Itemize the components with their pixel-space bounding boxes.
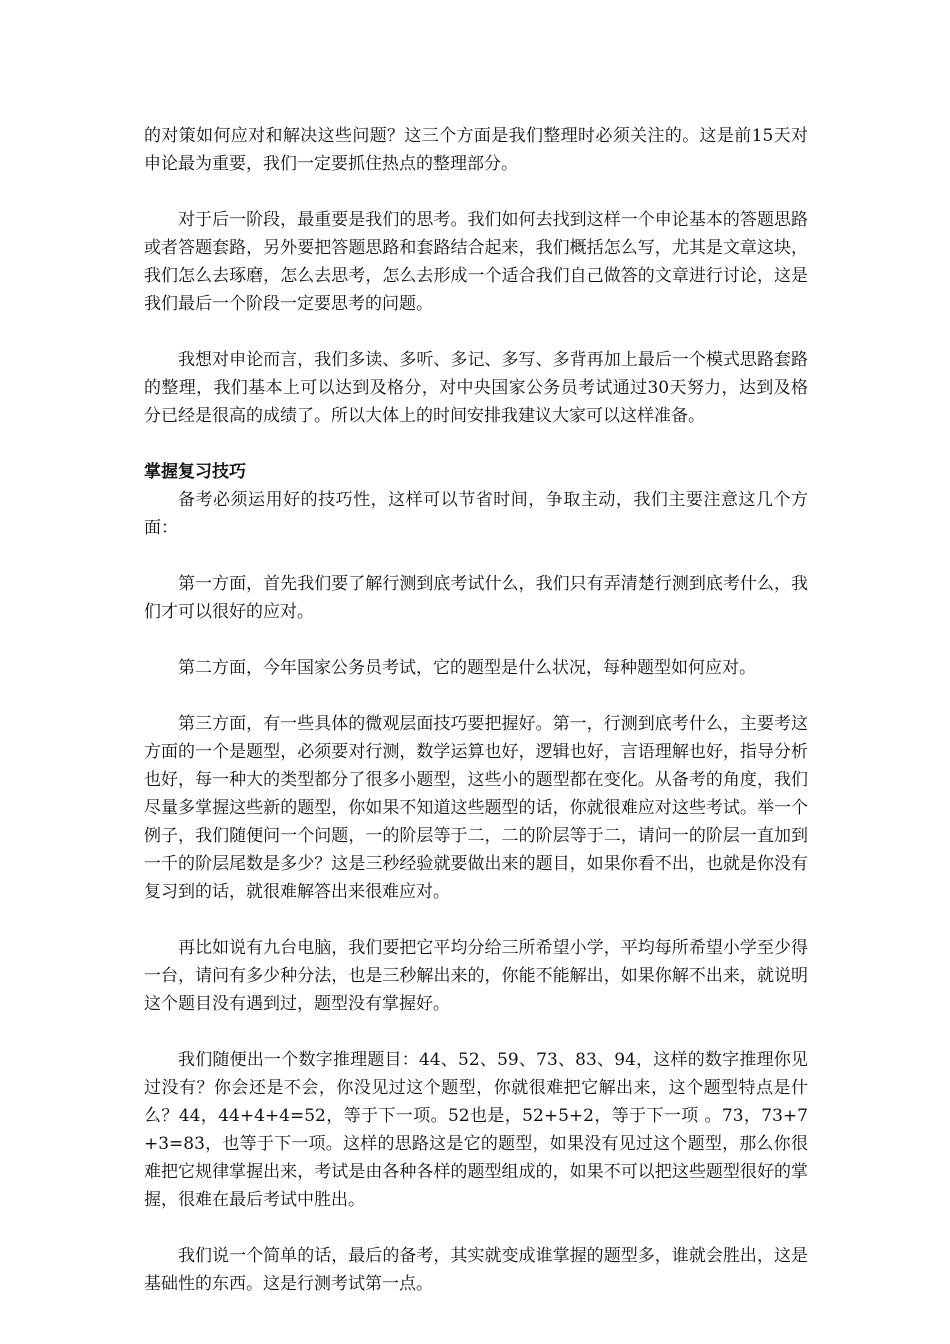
paragraph-number-reasoning: 我们随便出一个数字推理题目：44、52、59、73、83、94，这样的数字推理你见过没有？你会还是不会，你没见过这个题型，你就很难把它解出来，这个题型特点是什么？44，44+4+4=52，等于下一项。52也是，52+5+2，等于下一项 。73，73+7+3=83，也等于下一项。这样的思路这是它的题型，如果没有见过这个题型，那么你很难把它规律掌握出来，考试是由各种各样的题型组成的，如果不可以把这些题型很好的掌握，很难在最后考试中胜出。 (144, 1050, 808, 1210)
section-heading: 掌握复习技巧 (144, 462, 246, 482)
document-body (144, 122, 808, 1298)
paragraph-aspect-one: 第一方面，首先我们要了解行测到底考试什么，我们只有弄清楚行测到底考什么，我们才可以很好的应对。 (144, 574, 808, 622)
paragraph-conclusion: 我们说一个简单的话，最后的备考，其实就变成谁掌握的题型多，谁就会胜出，这是基础性的东西。这是行测考试第一点。 (144, 1246, 808, 1294)
paragraph-intro-techniques: 备考必须运用好的技巧性，这样可以节省时间，争取主动，我们主要注意这几个方面： (144, 490, 808, 538)
paragraph-computer-example: 再比如说有九台电脑，我们要把它平均分给三所希望小学，平均每所希望小学至少得一台，请问有多少种分法，也是三秒解出来的，你能不能解出，如果你解不出来，就说明这个题目没有遇到过，题型没有掌握好。 (144, 938, 808, 1014)
paragraph-aspect-three: 第三方面，有一些具体的微观层面技巧要把握好。第一，行测到底考什么，主要考这方面的一个是题型，必须要对行测，数学运算也好，逻辑也好，言语理解也好，指导分析也好，每一种大的类型都分了很多小题型，这些小的题型都在变化。从备考的角度，我们尽量多掌握这些新的题型，你如果不知道这些题型的话，你就很难应对这些考试。举一个例子，我们随便问一个问题，一的阶层等于二，二的阶层等于二，请问一的阶层一直加到一千的阶层尾数是多少？这是三秒经验就要做出来的题目，如果你看不出，也就是你没有复习到的话，就很难解答出来很难应对。 (144, 714, 808, 902)
paragraph-aspect-two: 第二方面，今年国家公务员考试，它的题型是什么状况，每种题型如何应对。 (178, 658, 756, 678)
paragraph-later-stage: 对于后一阶段，最重要是我们的思考。我们如何去找到这样一个申论基本的答题思路或者答题套路，另外要把答题思路和套路结合起来，我们概括怎么写，尤其是文章这块，我们怎么去琢磨，怎么去思考，怎么去形成一个适合我们自己做答的文章进行讨论，这是我们最后一个阶段一定要思考的问题。 (144, 210, 808, 314)
paragraph-essay-summary: 我想对申论而言，我们多读、多听、多记、多写、多背再加上最后一个模式思路套路的整理，我们基本上可以达到及格分，对中央国家公务员考试通过30天努力，达到及格分已经是很高的成绩了。所以大体上的时间安排我建议大家可以这样准备。 (144, 350, 808, 426)
paragraph-continuation: 的对策如何应对和解决这些问题？这三个方面是我们整理时必须关注的。这是前15天对申论最为重要，我们一定要抓住热点的整理部分。 (144, 126, 808, 174)
